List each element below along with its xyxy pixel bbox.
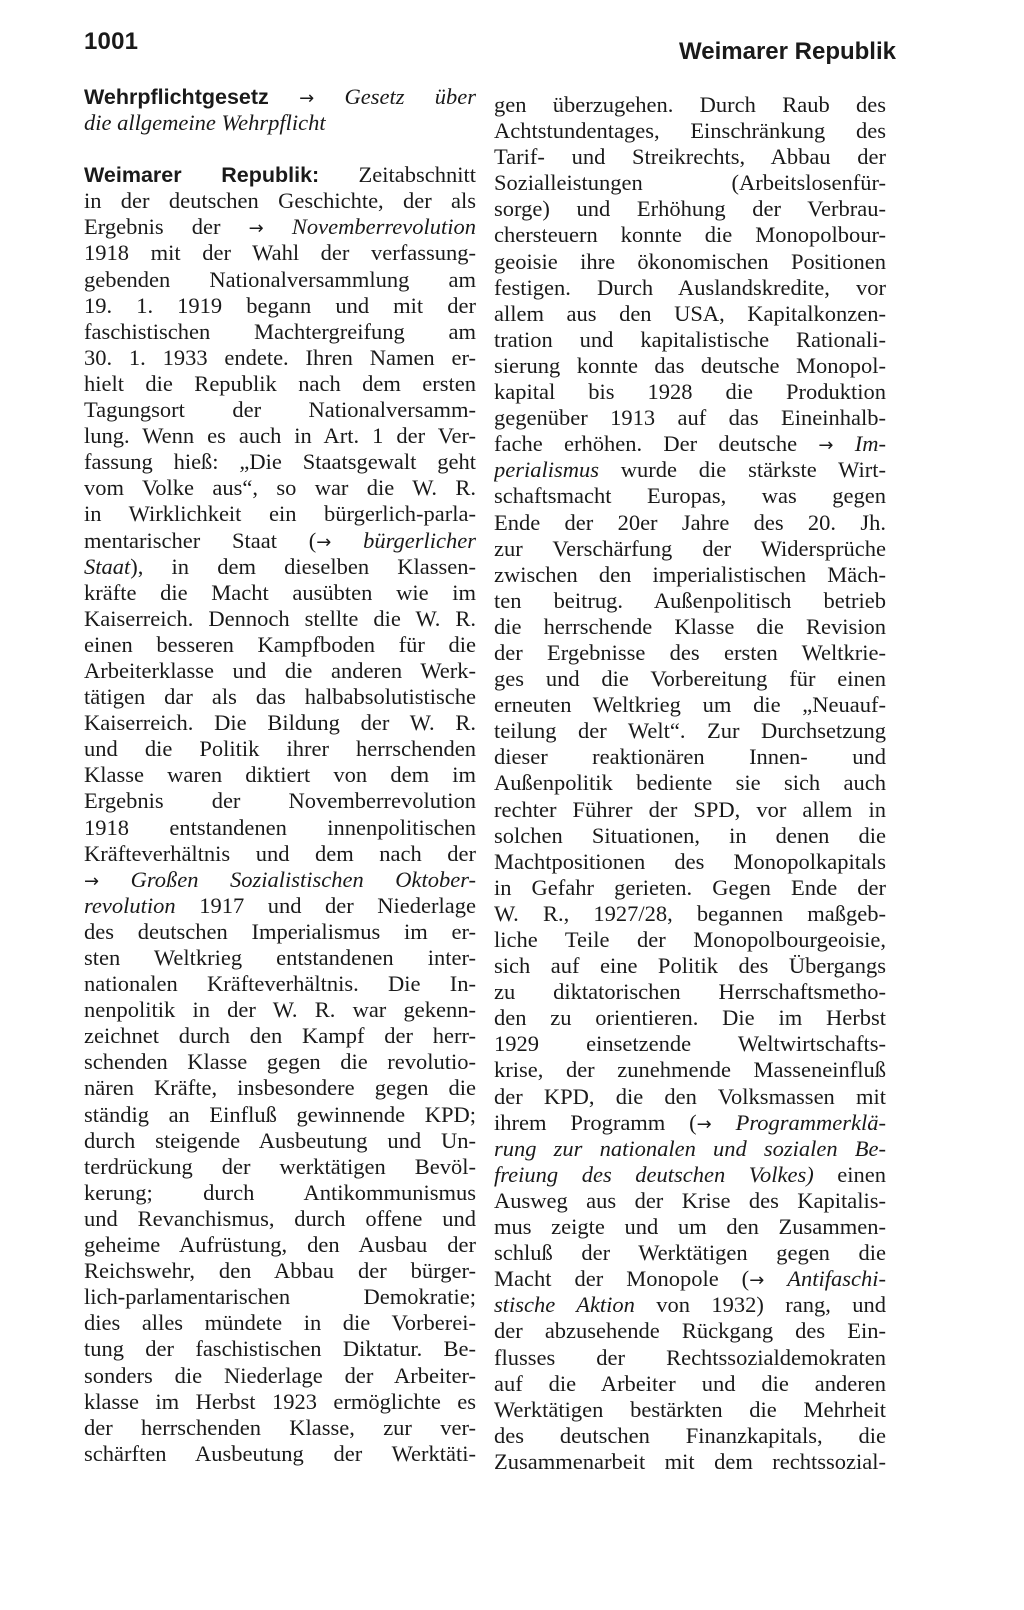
text-segment bbox=[764, 1266, 787, 1291]
text-segment: geheime Aufrüstung, den Ausbau der bbox=[84, 1232, 476, 1258]
text-line bbox=[494, 744, 886, 770]
text-segment: lung. Wenn es auch in Art. 1 der Ver- bbox=[84, 423, 476, 449]
text-line bbox=[494, 1005, 886, 1031]
text-line bbox=[84, 919, 476, 945]
text-segment: Tagungsort der Nationalversamm- bbox=[84, 397, 476, 423]
running-head: Weimarer Republik bbox=[679, 38, 896, 65]
text-line bbox=[494, 1110, 886, 1136]
text-line bbox=[494, 1397, 886, 1423]
text-line bbox=[84, 554, 476, 580]
text-line bbox=[494, 953, 886, 979]
text-segment: des deutschen Finanzkapitals, die bbox=[494, 1422, 886, 1448]
text-segment: tration und kapitalistische Rationali- bbox=[494, 326, 886, 352]
text-segment: schärften Ausbeutung der Werktäti- bbox=[84, 1440, 476, 1466]
text-line bbox=[494, 1162, 886, 1188]
text-segment: fache erhöhen. Der deutsche bbox=[494, 431, 819, 457]
text-segment: zeichnet durch den Kampf der herr- bbox=[84, 1023, 476, 1049]
text-segment: ), in dem dieselben Klassen- bbox=[130, 553, 476, 579]
arrow-icon: → bbox=[696, 1113, 712, 1135]
arrow-icon: → bbox=[299, 88, 315, 109]
text-segment bbox=[99, 867, 131, 892]
text-line bbox=[84, 684, 476, 710]
text-line bbox=[494, 249, 886, 275]
arrow-icon: → bbox=[316, 531, 332, 553]
text-line bbox=[84, 449, 476, 475]
left-column bbox=[84, 84, 476, 1467]
text-segment: schluß der Werktätigen gegen die bbox=[494, 1240, 886, 1266]
text-line bbox=[494, 1084, 886, 1110]
text-line bbox=[84, 788, 476, 814]
text-line bbox=[84, 1049, 476, 1075]
arrow-icon: → bbox=[248, 218, 264, 240]
text-segment: W. R., 1927/28, begannen maßgeb- bbox=[494, 900, 886, 926]
text-line bbox=[84, 1258, 476, 1284]
text-line bbox=[84, 1441, 476, 1467]
text-segment: gegenüber 1913 auf das Eineinhalb- bbox=[494, 405, 886, 431]
text-segment: Tarif- und Streikrechts, Abbau der bbox=[494, 144, 886, 170]
text-segment: sonders die Niederlage der Arbeiter- bbox=[84, 1362, 476, 1388]
text-segment: Reichswehr, den Abbau der bürger- bbox=[84, 1258, 476, 1284]
text-segment: ihrem Programm ( bbox=[494, 1109, 697, 1135]
cross-reference: Gesetz über bbox=[344, 84, 476, 109]
cross-reference: Programmerklä- bbox=[735, 1109, 886, 1135]
text-segment: der herrschenden Klasse, zur ver- bbox=[84, 1414, 476, 1440]
text-segment: mus zeigte und um den Zusammen- bbox=[494, 1214, 886, 1240]
text-segment: ständig an Einfluß gewinnende KPD; bbox=[84, 1101, 476, 1127]
text-segment: 30. 1. 1933 endete. Ihren Namen er- bbox=[84, 344, 476, 370]
text-segment: Arbeiterklasse und die anderen Werk- bbox=[84, 657, 476, 683]
text-line bbox=[84, 971, 476, 997]
text-line bbox=[84, 945, 476, 971]
text-line bbox=[84, 736, 476, 762]
text-line bbox=[494, 536, 886, 562]
text-segment: krise, der zunehmende Masseneinfluß bbox=[494, 1057, 886, 1083]
cross-reference: revolution bbox=[84, 892, 176, 918]
text-line bbox=[84, 319, 476, 345]
text-line bbox=[494, 797, 886, 823]
text-segment: in Gefahr gerieten. Gegen Ende der bbox=[494, 874, 886, 900]
text-segment: nenpolitik in der W. R. war gekenn- bbox=[84, 997, 476, 1023]
text-line bbox=[494, 718, 886, 744]
page-number: 1001 bbox=[84, 28, 139, 55]
arrow-icon: → bbox=[818, 435, 834, 457]
cross-reference: Großen Sozialistischen Oktober- bbox=[130, 866, 476, 892]
cross-reference: stische Aktion bbox=[494, 1292, 635, 1318]
text-segment: und die Politik ihrer herrschenden bbox=[84, 736, 476, 762]
text-line bbox=[494, 92, 886, 118]
text-segment: 1929 einsetzende Weltwirtschafts- bbox=[494, 1031, 886, 1057]
text-line bbox=[494, 1318, 886, 1344]
text-segment: 1918 entstandenen innenpolitischen bbox=[84, 814, 476, 840]
text-segment: klasse im Herbst 1923 ermöglichte es bbox=[84, 1388, 476, 1414]
text-segment: zu diktatorischen Herrschaftsmetho- bbox=[494, 979, 886, 1005]
text-segment: der abzusehende Rückgang des Ein- bbox=[494, 1318, 886, 1344]
text-line bbox=[84, 1284, 476, 1310]
text-line bbox=[84, 580, 476, 606]
text-segment: Kräfteverhältnis und dem nach der bbox=[84, 840, 476, 866]
text-segment: und Revanchismus, durch offene und bbox=[84, 1205, 476, 1231]
text-line bbox=[494, 1188, 886, 1214]
text-line bbox=[84, 841, 476, 867]
text-segment: Machtpositionen des Monopolkapitals bbox=[494, 848, 886, 874]
text-line bbox=[84, 632, 476, 658]
text-segment: erneuten Weltkrieg um die „Neuauf- bbox=[494, 692, 886, 718]
text-segment: chersteuern konnte die Monopolbour- bbox=[494, 222, 886, 248]
text-segment: dieser reaktionären Innen- und bbox=[494, 744, 886, 770]
text-segment: durch steigende Ausbeutung und Un- bbox=[84, 1127, 476, 1153]
text-line bbox=[84, 1023, 476, 1049]
text-segment: der KPD, die den Volksmassen mit bbox=[494, 1083, 886, 1109]
text-segment: hielt die Republik nach dem ersten bbox=[84, 370, 476, 396]
right-column bbox=[494, 92, 886, 1475]
text-line bbox=[494, 770, 886, 796]
text-segment: solchen Situationen, in denen die bbox=[494, 822, 886, 848]
text-segment: kerung; durch Antikommunismus bbox=[84, 1179, 476, 1205]
text-line bbox=[84, 815, 476, 841]
text-segment: lich-parlamentarischen Demokratie; bbox=[84, 1284, 476, 1310]
text-segment: faschistischen Machtergreifung am bbox=[84, 318, 476, 344]
cross-reference: perialismus bbox=[494, 457, 600, 483]
text-segment: den zu orientieren. Die im Herbst bbox=[494, 1005, 886, 1031]
text-segment: terdrückung der werktätigen Bevöl- bbox=[84, 1153, 476, 1179]
text-line bbox=[84, 214, 476, 240]
headword: Wehrpflichtgesetz bbox=[84, 85, 269, 109]
text-line bbox=[494, 483, 886, 509]
text-line bbox=[494, 144, 886, 170]
text-segment: sierung konnte das deutsche Monopol- bbox=[494, 352, 886, 378]
text-line bbox=[84, 1310, 476, 1336]
text-line bbox=[494, 1423, 886, 1449]
cross-reference: rung zur nationalen und sozialen Be- bbox=[494, 1135, 886, 1161]
text-line bbox=[494, 510, 886, 536]
text-segment: zur Verschärfung der Widersprüche bbox=[494, 535, 886, 561]
text-segment: zwischen den imperialistischen Mäch- bbox=[494, 561, 886, 587]
text-line bbox=[494, 222, 886, 248]
text-line bbox=[84, 710, 476, 736]
text-segment: von 1932) rang, und bbox=[634, 1292, 886, 1318]
text-segment: mentarischer Staat ( bbox=[84, 527, 317, 553]
cross-reference: freiung des deutschen Volkes) bbox=[494, 1161, 814, 1187]
text-segment: Ergebnis der Novemberrevolution bbox=[84, 788, 476, 814]
text-line bbox=[494, 640, 886, 666]
text-line bbox=[494, 196, 886, 222]
text-line bbox=[84, 84, 476, 110]
text-line bbox=[84, 110, 476, 136]
text-line bbox=[84, 162, 476, 188]
text-segment: kapital bis 1928 die Produktion bbox=[494, 379, 886, 405]
text-segment bbox=[331, 528, 363, 553]
text-segment: ten beitrug. Außenpolitisch betrieb bbox=[494, 587, 886, 613]
text-segment: fassung hieß: „Die Staatsgewalt geht bbox=[84, 449, 476, 475]
text-line bbox=[84, 1363, 476, 1389]
text-line bbox=[494, 1214, 886, 1240]
text-line bbox=[84, 1232, 476, 1258]
text-segment: teilung der Welt“. Zur Durchsetzung bbox=[494, 718, 886, 744]
text-line bbox=[84, 1075, 476, 1101]
text-line bbox=[84, 528, 476, 554]
text-segment: Sozialleistungen (Arbeitslosenfür- bbox=[494, 170, 886, 196]
text-line bbox=[494, 1240, 886, 1266]
text-line bbox=[494, 927, 886, 953]
text-segment: einen besseren Kampfboden für die bbox=[84, 631, 476, 657]
text-line bbox=[494, 1266, 886, 1292]
text-line bbox=[494, 457, 886, 483]
text-line bbox=[494, 1292, 886, 1318]
text-line bbox=[84, 1389, 476, 1415]
text-line bbox=[84, 423, 476, 449]
text-line bbox=[494, 275, 886, 301]
text-segment: Zusammenarbeit mit dem rechtssozial- bbox=[494, 1448, 886, 1474]
arrow-icon: → bbox=[84, 870, 100, 892]
text-segment: allem aus den USA, Kapitalkonzen- bbox=[494, 300, 886, 326]
headword: Weimarer Republik: bbox=[84, 163, 320, 188]
text-segment bbox=[833, 431, 854, 456]
text-segment: gebenden Nationalversammlung am bbox=[84, 266, 476, 292]
text-line bbox=[494, 562, 886, 588]
text-line bbox=[494, 1057, 886, 1083]
text-segment: nären Kräfte, insbesondere gegen die bbox=[84, 1075, 476, 1101]
text-segment: Achtstundentages, Einschränkung des bbox=[494, 118, 886, 144]
text-line bbox=[84, 397, 476, 423]
text-line bbox=[494, 170, 886, 196]
text-line bbox=[494, 1345, 886, 1371]
text-line bbox=[84, 997, 476, 1023]
text-segment: flusses der Rechtssozialdemokraten bbox=[494, 1344, 886, 1370]
text-line bbox=[84, 371, 476, 397]
text-segment: Klasse waren diktiert von dem im bbox=[84, 762, 476, 788]
text-segment: die herrschende Klasse die Revision bbox=[494, 613, 886, 639]
text-line bbox=[84, 267, 476, 293]
text-line bbox=[494, 301, 886, 327]
text-segment: auf die Arbeiter und die anderen bbox=[494, 1370, 886, 1396]
cross-reference: Staat bbox=[84, 553, 131, 579]
text-line bbox=[494, 588, 886, 614]
text-line bbox=[494, 614, 886, 640]
text-line bbox=[84, 1206, 476, 1232]
text-segment: schenden Klasse gegen die revolutio- bbox=[84, 1049, 476, 1075]
text-line bbox=[494, 901, 886, 927]
text-segment: Kaiserreich. Dennoch stellte die W. R. bbox=[84, 605, 476, 631]
text-line bbox=[84, 867, 476, 893]
text-line bbox=[494, 1371, 886, 1397]
cross-reference: Antifaschi- bbox=[787, 1266, 886, 1292]
text-segment: wurde die stärkste Wirt- bbox=[599, 457, 886, 483]
cross-reference: Novemberrevolution bbox=[291, 214, 476, 240]
text-line bbox=[494, 849, 886, 875]
text-segment: festigen. Durch Auslandskredite, vor bbox=[494, 274, 886, 300]
text-segment: Zeitabschnitt bbox=[319, 162, 476, 188]
text-line bbox=[84, 658, 476, 684]
text-segment: Werktätigen bestärkten die Mehrheit bbox=[494, 1396, 886, 1422]
text-segment: 1917 und der Niederlage bbox=[175, 892, 476, 918]
text-line bbox=[84, 1102, 476, 1128]
text-line bbox=[494, 1031, 886, 1057]
text-segment: vom Volke aus“, so war die W. R. bbox=[84, 475, 476, 501]
text-line bbox=[494, 327, 886, 353]
text-segment: Macht der Monopole ( bbox=[494, 1266, 750, 1292]
text-segment: dies alles mündete in die Vorberei- bbox=[84, 1310, 476, 1336]
text-segment: sten Weltkrieg entstandenen inter- bbox=[84, 945, 476, 970]
text-segment: einen bbox=[813, 1161, 886, 1187]
text-line bbox=[84, 293, 476, 319]
cross-reference: bürgerlicher bbox=[363, 527, 476, 553]
text-segment: tung der faschistischen Diktatur. Be- bbox=[84, 1336, 476, 1362]
text-line bbox=[84, 893, 476, 919]
text-segment: ges und die Vorbereitung für einen bbox=[494, 666, 886, 692]
text-line bbox=[84, 606, 476, 632]
text-line bbox=[494, 118, 886, 144]
text-segment: Ende der 20er Jahre des 20. Jh. bbox=[494, 509, 886, 535]
text-line bbox=[84, 1415, 476, 1441]
text-segment: liche Teile der Monopolbourgeoisie, bbox=[494, 927, 886, 952]
text-line bbox=[84, 345, 476, 371]
text-segment bbox=[264, 214, 292, 239]
text-line bbox=[84, 501, 476, 527]
text-segment: Ausweg aus der Krise des Kapitalis- bbox=[494, 1187, 886, 1213]
cross-reference: die allgemeine Wehrpflicht bbox=[84, 110, 326, 136]
text-line bbox=[84, 1180, 476, 1206]
text-segment: sorge) und Erhöhung der Verbrau- bbox=[494, 196, 886, 222]
text-line bbox=[494, 431, 886, 457]
text-segment: Außenpolitik bediente sie sich auch bbox=[494, 770, 886, 796]
text-segment: des deutschen Imperialismus im er- bbox=[84, 918, 476, 944]
text-line bbox=[494, 1136, 886, 1162]
cross-reference: Im- bbox=[854, 431, 886, 457]
text-segment: tätigen dar als das halbabsolutistische bbox=[84, 684, 476, 710]
text-segment: Ergebnis der bbox=[84, 214, 249, 240]
text-segment: in Wirklichkeit ein bürgerlich-parla- bbox=[84, 501, 476, 527]
text-segment: der Ergebnisse des ersten Weltkrie- bbox=[494, 639, 886, 665]
text-segment: 1918 mit der Wahl der verfassung- bbox=[84, 240, 476, 266]
text-line bbox=[84, 475, 476, 501]
text-line bbox=[494, 979, 886, 1005]
text-line bbox=[494, 666, 886, 692]
entry-gap bbox=[84, 136, 476, 162]
text-line bbox=[84, 1128, 476, 1154]
text-segment bbox=[314, 84, 344, 109]
text-line bbox=[84, 240, 476, 266]
text-line bbox=[494, 1449, 886, 1475]
text-segment: in der deutschen Geschichte, der als bbox=[84, 188, 476, 214]
text-segment: schaftsmacht Europas, was gegen bbox=[494, 483, 886, 509]
text-line bbox=[84, 762, 476, 788]
text-segment: Kaiserreich. Die Bildung der W. R. bbox=[84, 710, 476, 736]
arrow-icon: → bbox=[749, 1270, 765, 1292]
text-line bbox=[494, 379, 886, 405]
text-line bbox=[494, 692, 886, 718]
text-line bbox=[494, 405, 886, 431]
text-segment: nationalen Kräfteverhältnis. Die In- bbox=[84, 971, 476, 997]
text-line bbox=[494, 353, 886, 379]
text-segment: gen überzugehen. Durch Raub des bbox=[494, 92, 886, 117]
text-segment: rechter Führer der SPD, vor allem in bbox=[494, 796, 886, 822]
text-segment: 19. 1. 1919 begann und mit der bbox=[84, 292, 476, 318]
text-segment: kräfte die Macht ausübten wie im bbox=[84, 579, 476, 605]
text-line bbox=[84, 1336, 476, 1362]
text-segment bbox=[269, 84, 299, 109]
text-line bbox=[84, 1154, 476, 1180]
text-segment: sich auf eine Politik des Übergangs bbox=[494, 953, 886, 979]
text-segment: geoisie ihre ökonomischen Positionen bbox=[494, 248, 886, 274]
text-segment bbox=[712, 1110, 736, 1135]
text-line bbox=[84, 188, 476, 214]
text-line bbox=[494, 823, 886, 849]
text-line bbox=[494, 875, 886, 901]
